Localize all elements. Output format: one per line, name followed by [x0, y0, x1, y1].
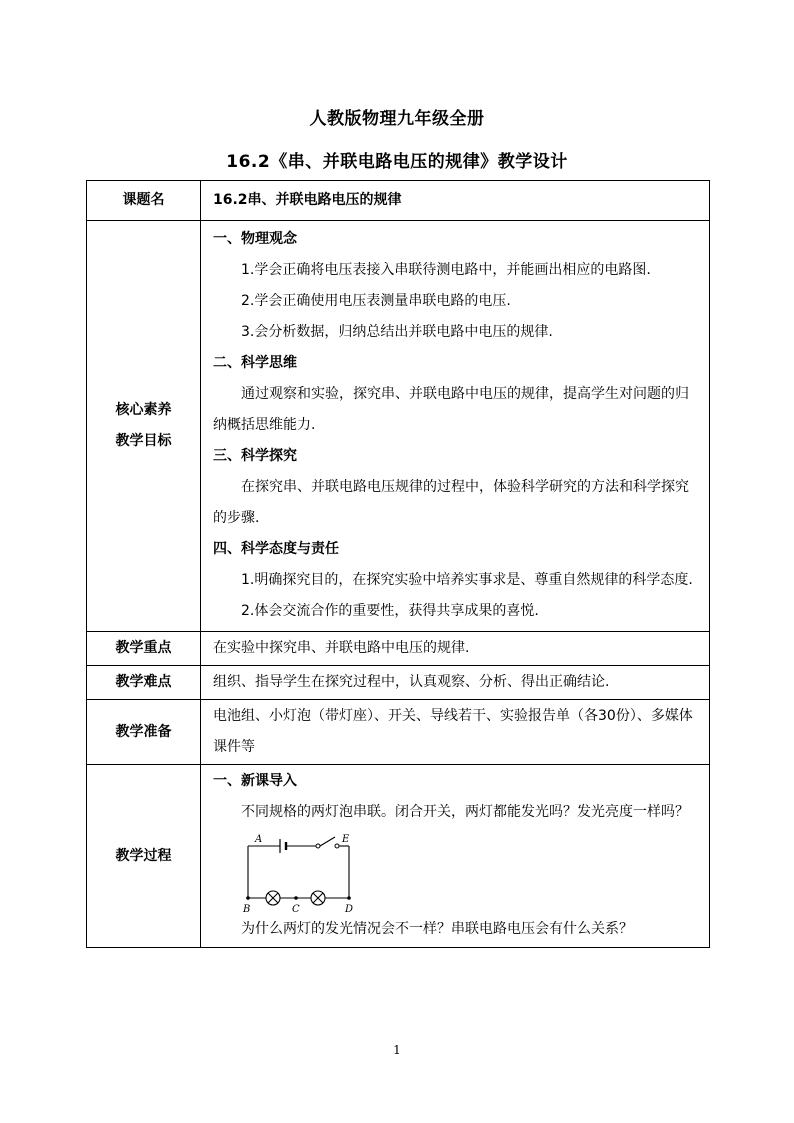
label-goals [87, 221, 201, 632]
process-text2: 为什么两灯的发光情况会不一样？串联电路电压会有什么关系？ [241, 921, 633, 937]
process-text1: 不同规格的两灯泡串联。闭合开关，两灯都能发光吗？发光亮度一样吗？ [241, 804, 689, 820]
process-heading: 一、新课导入 [213, 773, 297, 789]
page-number: 1 [393, 1043, 401, 1057]
goals-section3-heading: 三、科学探究 [213, 448, 297, 464]
value-process [201, 765, 710, 948]
row-difficulty [87, 666, 710, 700]
document-subtitle: 16.2《串、并联电路电压的规律》教学设计 [226, 152, 568, 172]
goals-section1-heading: 一、物理观念 [213, 231, 297, 247]
value-topic: 16.2串、并联电路电压的规律 [201, 181, 710, 221]
label-preparation: 教学准备 [87, 700, 201, 765]
row-goals [87, 221, 710, 632]
goals-section2-text: 通过观察和实验，探究串、并联电路中电压的规律，提高学生对问题的归纳概括思维能力. [213, 386, 689, 433]
row-preparation [87, 700, 710, 765]
circuit-label-a: A [255, 834, 263, 845]
value-preparation: 电池组、小灯泡（带灯座）、开关、导线若干、实验报告单（各30份）、多媒体课件等 [201, 700, 710, 765]
goals-section4-item1: 1.明确探究目的，在探究实验中培养实事求是、尊重自然规律的科学态度. [241, 572, 693, 588]
circuit-label-e: E [342, 834, 350, 845]
goals-section3-text: 在探究串、并联电路电压规律的过程中，体验科学研究的方法和科学探究的步骤. [213, 479, 689, 526]
label-goals-line1: 核心素养 [115, 402, 172, 418]
goals-section2-heading: 二、科学思维 [213, 355, 297, 371]
goals-section4-heading: 四、科学态度与责任 [213, 541, 339, 557]
goals-section1-item1: 1.学会正确将电压表接入串联待测电路中，并能画出相应的电路图. [241, 262, 651, 278]
label-goals-line2: 教学目标 [115, 433, 172, 449]
value-goals [201, 221, 710, 632]
goals-section1-item2: 2.学会正确使用电压表测量串联电路的电压. [241, 293, 511, 309]
series-circuit-diagram [241, 832, 381, 914]
label-process: 教学过程 [87, 765, 201, 948]
document-title: 人教版物理九年级全册 [309, 109, 485, 129]
row-focus [87, 632, 710, 666]
lesson-plan-table [86, 180, 710, 948]
label-focus: 教学重点 [87, 632, 201, 666]
label-difficulty: 教学难点 [87, 666, 201, 700]
value-focus: 在实验中探究串、并联电路中电压的规律. [201, 632, 710, 666]
circuit-label-c: C [292, 904, 300, 914]
row-topic [87, 181, 710, 221]
row-process [87, 765, 710, 948]
value-difficulty: 组织、指导学生在探究过程中，认真观察、分析、得出正确结论. [201, 666, 710, 700]
circuit-label-b: B [243, 904, 251, 914]
circuit-label-d: D [345, 904, 354, 914]
goals-section4-item2: 2.体会交流合作的重要性，获得共享成果的喜悦. [241, 603, 539, 619]
label-topic: 课题名 [87, 181, 201, 221]
goals-section1-item3: 3.会分析数据，归纳总结出并联电路中电压的规律. [241, 324, 553, 340]
